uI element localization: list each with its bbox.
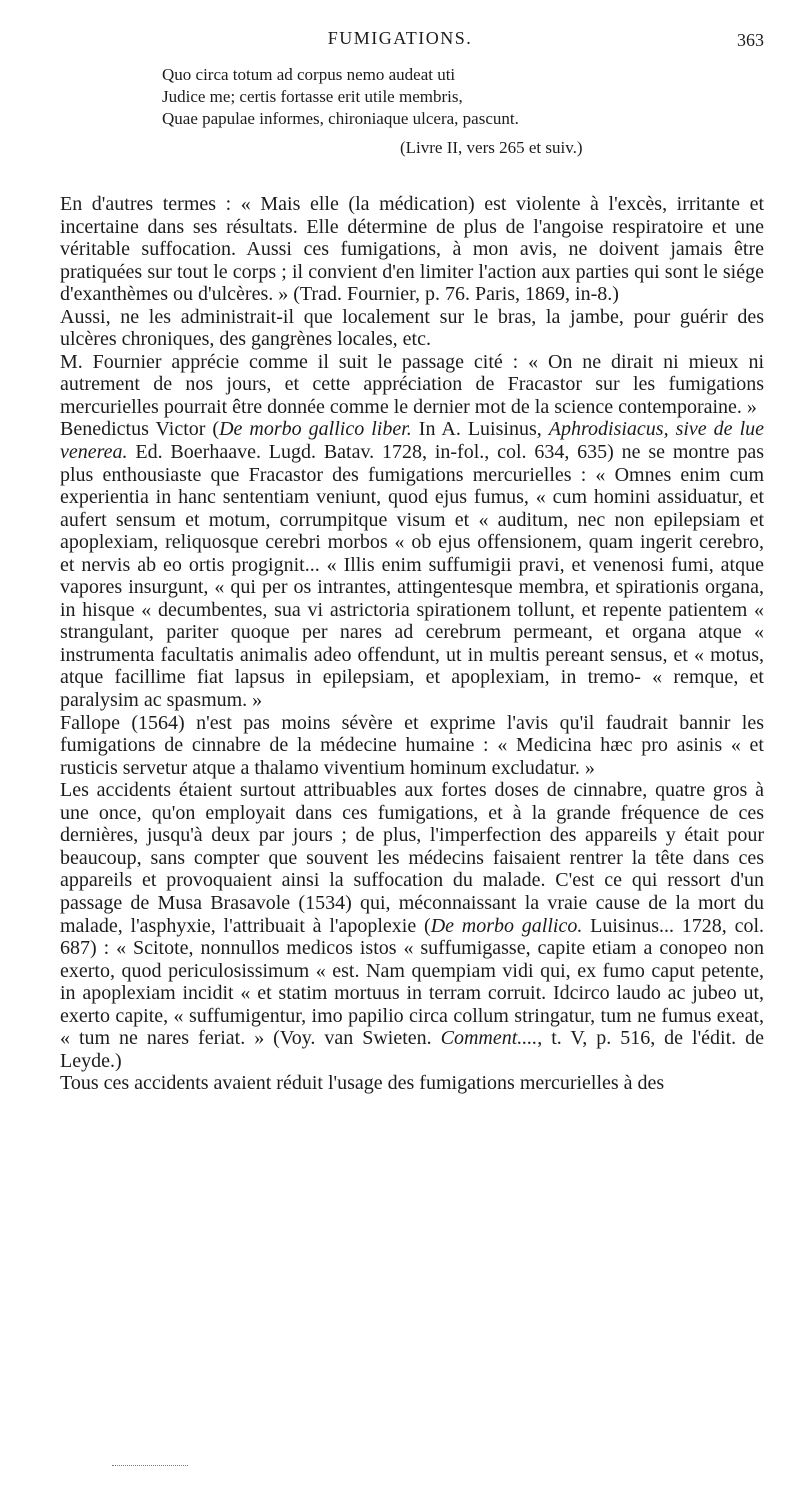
italic-title: De morbo gallico liber. bbox=[219, 418, 412, 441]
paragraph: M. Fournier apprécie comme il suit le passage cité : « On ne dirait ni mieux ni autrement de nos jours, et cette appréciation de Fracastor sur les fumigations mercurielles pourrait être donnée comme le dernier mot de la science contemporaine. » bbox=[60, 350, 764, 418]
italic-title: Aphrodisiacus, sive de lue venerea. bbox=[60, 418, 765, 464]
text-run: , t. V, p. 516, de l'édit. de Leyde.) bbox=[60, 1027, 764, 1072]
text-run: Ed. Boerhaave. Lugd. Batav. 1728, in-fol., col. 634, 635) ne se montre pas plus enthousiaste que Fracastor des fumigations mercurielles : « Omnes enim cum experientia in hanc sententiam veniunt, quod ejus fumus, « cum homini assiduatur, et aufert sensum et motum, corrumpitque visum et « auditum, nec non epilepsiam et apoplexiam, reliquosque cerebri morbos « ob ejus offensionem, quam ingerit cerebro, et nervis ab eo ortis progignit... « Illis enim suffumigii pravi, et venenosi fumi, atque vapores insurgunt, « qui per os intrantes, attingentesque membra, et spirationis organa, in hisque « decumbentes, sua vi astrictoria spirationem tollunt, et repente patientem « strangulant, pariter quoque per nares ad cerebrum permeant, et organa atque « instrumenta facultatis animalis adeo offendunt, ut in multis pereant sensus, et « motus, atque facillime fiat lapsus in epilepsiam, et apoplexiam, in tremo- « remque, et paralysim ac spasmum. » bbox=[60, 441, 764, 712]
paragraph: Fallope (1564) n'est pas moins sévère et exprime l'avis qu'il faudrait bannir les fumigations de cinnabre de la médecine humaine : « Medicina hæc pro asinis « et rusticis servetur atque a thalamo viventium hominum excludatur. » bbox=[60, 711, 764, 779]
verse-line: Quae papulae informes, chironiaque ulcera, pascunt. bbox=[162, 109, 519, 128]
page-number: 363 bbox=[737, 30, 764, 50]
paragraph: Tous ces accidents avaient réduit l'usage des fumigations mercurielles à des bbox=[60, 1072, 665, 1095]
text-run: Les accidents étaient surtout attribuables aux fortes doses de cinnabre, quatre gros à une once, qu'on employait dans ces fumigations, et à la grande fréquence de ces dernières, jusqu'à deux par jours ; de plus, l'imperfection des appareils y était pour beaucoup, sans compter que souvent les médecins faisaient rentrer la tête dans ces appareils et provoquaient ainsi la suffocation du malade. C'est ce qui ressort d'un passage de Musa Brasavole (1534) qui, méconnaissant la vraie cause de la mort du malade, l'asphyxie, l'attribuait à l'apoplexie ( bbox=[60, 779, 764, 937]
paragraph: Aussi, ne les administrait-il que localement sur le bras, la jambe, pour guérir des ulcères chroniques, des gangrènes locales, etc. bbox=[60, 305, 764, 351]
verse-line: Quo circa totum ad corpus nemo audeat uti bbox=[162, 65, 456, 84]
text-run: Luisinus... 1728, col. 687) : « Scitote, nonnullos medicos istos « suffumigasse, capite etiam a conopeo non exerto, quod periculosissimum « est. Nam quempiam vidi qui, ex fumo caput petente, in apoplexiam incidit « et statim mortuus in terram corruit. Idcirco laudo ac jubeo ut, exerto capite, « suffumigentur, imo papilio circa collum stringatur, tum ne fumus exeat, « tum ne nares feriat. » (Voy. van Swieten. bbox=[60, 914, 765, 1050]
text-run: Benedictus Victor ( bbox=[60, 418, 220, 441]
print-blemish bbox=[112, 1465, 188, 1466]
verse-line: Judice me; certis fortasse erit utile membris, bbox=[162, 87, 463, 106]
verse-citation: (Livre II, vers 265 et suiv.) bbox=[400, 138, 583, 157]
paragraph bbox=[60, 779, 764, 1072]
paragraph: En d'autres termes : « Mais elle (la médication) est violente à l'excès, irritante et incertaine dans ses résultats. Elle détermine de plus de l'angoise respiratoire et une véritable suffocation. Aussi ces fumigations, à mon avis, ne doivent jamais être pratiquées sur tout le corps ; il convient d'en limiter l'action aux parties qui sont le siége d'exanthèmes ou d'ulcères. » (Trad. Fournier, p. 76. Paris, 1869, in-8.) bbox=[60, 193, 764, 306]
text-run: In A. Luisinus, bbox=[411, 418, 549, 441]
paragraph bbox=[60, 418, 764, 711]
running-title: FUMIGATIONS. bbox=[327, 28, 473, 48]
body-text bbox=[60, 193, 764, 1095]
verse-quotation bbox=[162, 64, 722, 130]
running-head bbox=[0, 28, 800, 52]
italic-title: Comment.... bbox=[440, 1027, 538, 1050]
italic-title: De morbo gallico. bbox=[430, 914, 583, 937]
